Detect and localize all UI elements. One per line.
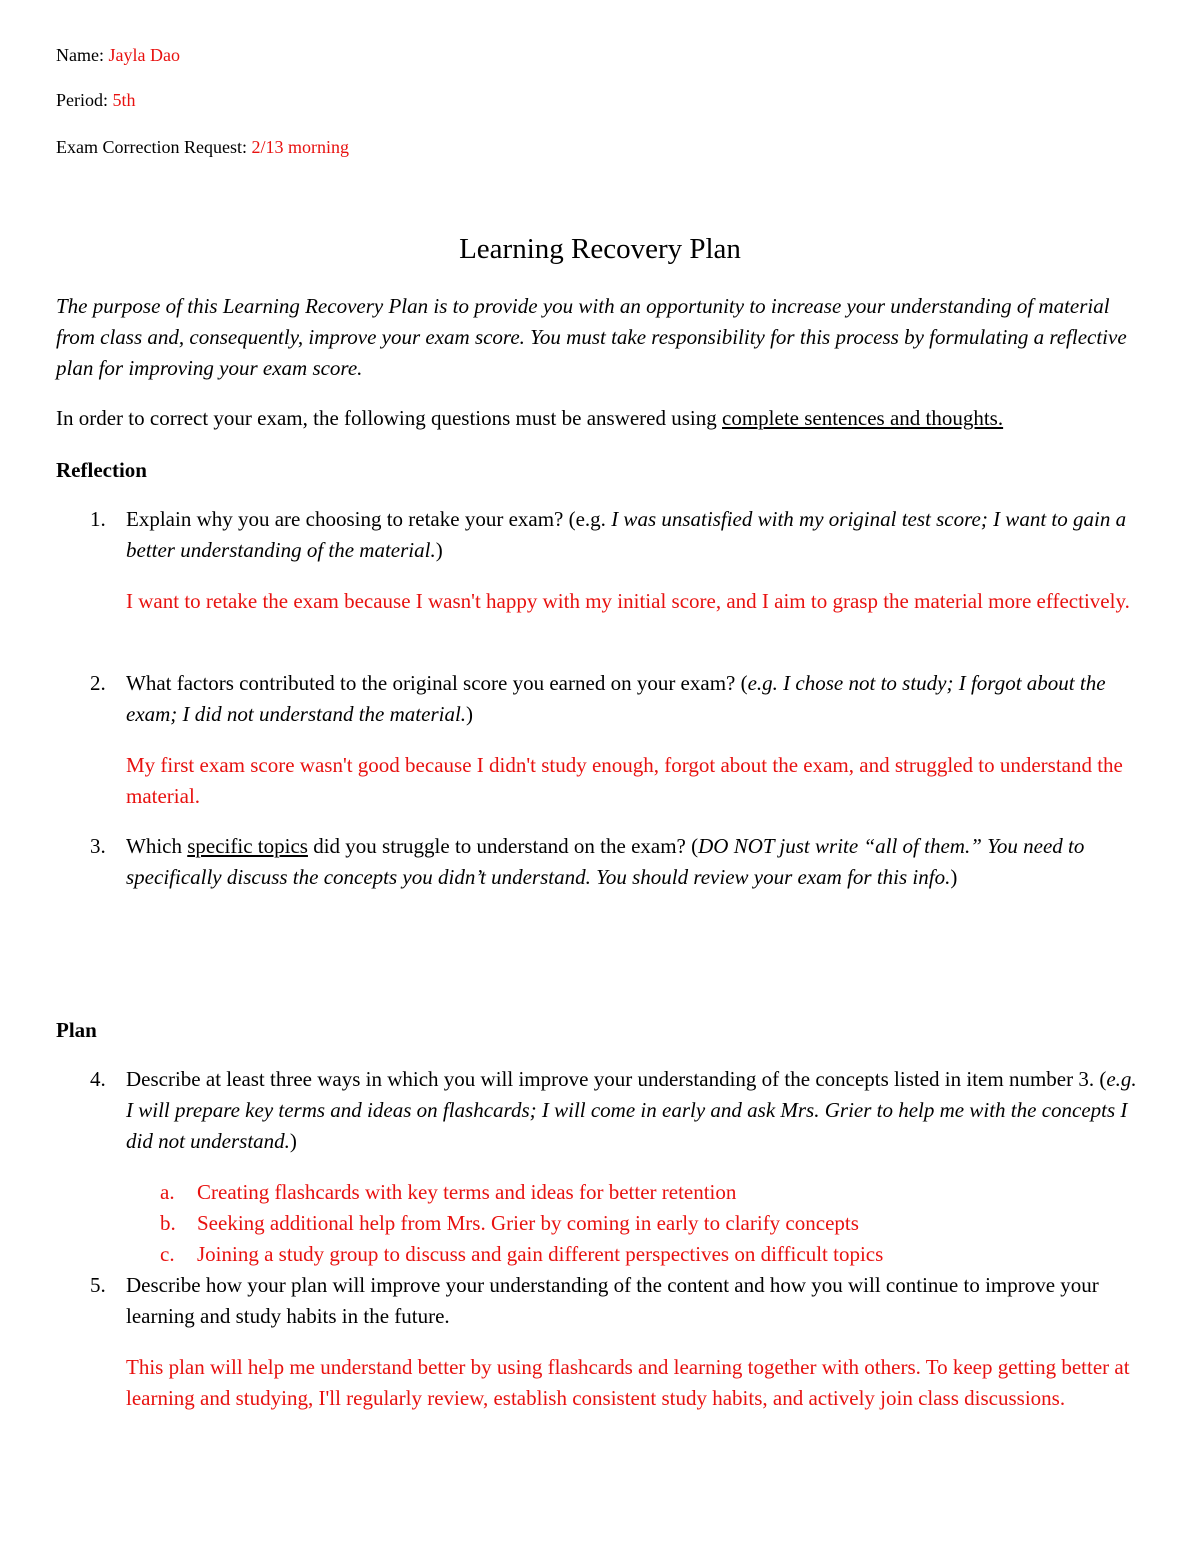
- name-label: Name:: [56, 45, 104, 65]
- answer-2: My first exam score wasn't good because I didn't study enough, forgot about the exam, and struggled to understand the material.: [126, 753, 1123, 808]
- question-4-text: [126, 1064, 1146, 1157]
- period-value: 5th: [112, 90, 136, 110]
- question-2-prompt: What factors contributed to the original score you earned on your exam? (: [126, 671, 748, 695]
- question-3-close: ): [950, 865, 958, 889]
- instructions-paragraph: [56, 403, 1146, 434]
- question-4-prompt: Describe at least three ways in which you will improve your understanding of the concepts listed in item number 3. (: [126, 1067, 1107, 1091]
- request-value: 2/13 morning: [251, 137, 349, 157]
- question-2-number: 2.: [90, 671, 106, 695]
- answer-4b-label: b.: [160, 1211, 176, 1235]
- question-5-number: 5.: [90, 1273, 106, 1297]
- answer-4b-text: Seeking additional help from Mrs. Grier by coming in early to clarify concepts: [197, 1211, 859, 1235]
- request-label: Exam Correction Request:: [56, 137, 247, 157]
- period-line: [56, 89, 136, 111]
- name-value: Jayla Dao: [108, 45, 180, 65]
- question-3-underlined: specific topics: [187, 834, 308, 858]
- answer-4a-label: a.: [160, 1180, 175, 1204]
- question-4-number: 4.: [90, 1067, 106, 1091]
- question-4-example: e.g. I will prepare key terms and ideas on flashcards; I will come in early and ask Mrs. Grier to help me with the concepts I did not understand.: [126, 1067, 1137, 1153]
- question-1-prompt: Explain why you are choosing to retake your exam? (e.g.: [126, 507, 606, 531]
- question-1-close: ): [435, 538, 443, 562]
- purpose-paragraph: The purpose of this Learning Recovery Plan is to provide you with an opportunity to increase your understanding of material from class and, consequently, improve your exam score. You must take responsibility for this process by formulating a reflective plan for improving your exam score.: [56, 294, 1127, 380]
- request-line: [56, 136, 349, 158]
- answer-4c-label: c.: [160, 1242, 175, 1266]
- plan-heading: Plan: [56, 1018, 97, 1042]
- reflection-heading: Reflection: [56, 458, 147, 482]
- question-1-example: I was unsatisfied with my original test score; I want to gain a better understanding of the material.: [126, 507, 1127, 562]
- question-3-prompt-b: did you struggle to understand on the exam? (: [313, 834, 699, 858]
- question-2-example: e.g. I chose not to study; I forgot about the exam; I did not understand the material.: [126, 671, 1106, 726]
- question-4-close: ): [289, 1129, 297, 1153]
- question-3-prompt-a: Which: [126, 834, 182, 858]
- answer-1: I want to retake the exam because I wasn't happy with my initial score, and I aim to grasp the material more effectively.: [126, 589, 1130, 613]
- answer-5: This plan will help me understand better by using flashcards and learning together with others. To keep getting better at learning and studying, I'll regularly review, establish consistent study habits, and actively join class discussions.: [126, 1355, 1130, 1410]
- question-1-text: [126, 504, 1146, 566]
- answer-4c-text: Joining a study group to discuss and gain different perspectives on difficult topics: [197, 1242, 884, 1266]
- instructions-text: In order to correct your exam, the following questions must be answered using: [56, 406, 717, 430]
- page-title: Learning Recovery Plan: [459, 233, 741, 265]
- question-5-text: Describe how your plan will improve your understanding of the content and how you will continue to improve your learning and study habits in the future.: [126, 1273, 1099, 1328]
- name-line: [56, 44, 180, 66]
- question-1-number: 1.: [90, 507, 106, 531]
- answer-4a-text: Creating flashcards with key terms and ideas for better retention: [197, 1180, 737, 1204]
- instructions-underlined: complete sentences and thoughts.: [722, 406, 1004, 430]
- question-3-text: [126, 831, 1146, 893]
- period-label: Period:: [56, 90, 108, 110]
- question-2-close: ): [466, 702, 474, 726]
- question-3-number: 3.: [90, 834, 106, 858]
- question-3-example: DO NOT just write “all of them.” You need to specifically discuss the concepts you didn’t understand. You should review your exam for this info.: [126, 834, 1085, 889]
- question-2-text: [126, 668, 1146, 730]
